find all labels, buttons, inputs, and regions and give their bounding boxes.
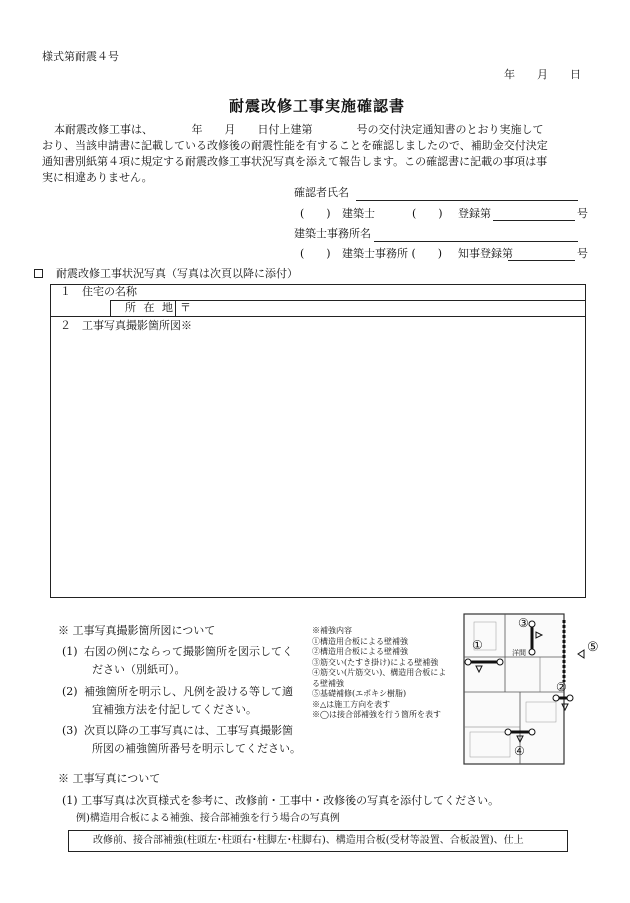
gov-reg-suffix: 号 [577,247,588,260]
legend-item-3: ③筋交い(たすき掛け)による壁補強 [312,657,439,667]
location-divider-left [110,300,111,316]
legend-item-2: ②構造用合板による壁補強 [312,647,408,656]
form-number: 様式第耐震４号 [42,50,119,63]
row1-label: １ 住宅の名称 [60,285,137,298]
row-divider-2 [50,316,586,317]
document-title: 耐震改修工事実施確認書 [229,97,406,115]
office-type: 建築士事務所 ( ) [342,247,443,260]
notes-heading: ※ 工事写真撮影箇所図について [58,624,216,637]
gov-reg-line[interactable] [508,260,575,261]
body-line-4: 実に相違ありません。 [42,171,153,184]
location-divider-right [175,300,176,316]
office-prefix: ( ) [300,247,331,260]
legend-heading: ※補強内容 [312,626,352,635]
plan-label-2: ② [556,680,567,694]
note-1-num: (1) [62,645,78,658]
floor-plan-example [460,612,588,767]
note-2-num: (2) [62,685,78,698]
example-title: 例)構造用合板による補強、接合部補強を行う場合の写真例 [76,813,340,824]
plan-label-1: ① [472,638,483,652]
photos-note-item: (1) 工事写真は次頁様式を参考に、改修前・工事中・改修後の写真を添付してください。 [62,794,500,807]
photo-section-checkbox[interactable] [34,269,43,278]
photos-note-heading: ※ 工事写真について [58,772,161,785]
reg-number-line[interactable] [493,220,575,221]
reg-suffix: 号 [577,207,588,220]
photo-section-heading: 耐震改修工事状況写真（写真は次頁以降に添付） [56,267,298,280]
body-line-1: 本耐震改修工事は、 年 月 日付上建第 号の交付決定通知書のとおり実施して [54,123,544,136]
plan-label-3: ③ [518,616,529,630]
arch-label: 建築士 [342,207,375,220]
example-text: 改修前、接合部補強(柱頭左･柱頭右･柱脚左･柱脚右)、構造用合板(受材等設置、合板設置)、仕上 [93,835,524,846]
plan-label-5: ⑤ [587,640,599,655]
row2-label: ２ 工事写真撮影箇所図※ [60,319,192,332]
body-paragraph [42,122,590,186]
example-box [68,830,568,852]
body-line-2: おり、当該申請書に記載している改修後の耐震性能を有することを確認しましたので、補助金交付決定 [42,139,548,152]
note-2-text2: 宜補強方法を付記してください。 [92,703,257,716]
arch-prefix: ( ) [300,207,331,220]
legend-item-7: ※◯は接合部補強を行う箇所を表す [312,710,441,719]
legend-item-1: ①構造用合板による壁補強 [312,636,408,646]
reg-paren: ( ) [412,207,443,220]
legend-item-4: ④筋交い(片筋交い)、構造用合板による壁補強 [312,668,447,688]
reg-label: 登録第 [458,207,491,220]
date-line: 年 月 日 [504,68,581,81]
note-3-text2: 所図の補強箇所番号を明示してください。 [92,742,301,755]
office-name-line[interactable] [374,241,578,242]
plan-room-label: 洋間 [512,649,526,657]
note-1-text2: ださい（別紙可）。 [92,663,186,676]
note-1-text1: 右図の例にならって撮影箇所を図示してく [84,645,293,658]
note-3-num: (3) [62,724,78,737]
confirmer-name-line[interactable] [356,200,578,201]
postal-mark: 〒 [180,301,191,314]
note-3-text1: 次頁以降の工事写真には、工事写真撮影箇 [84,724,293,737]
legend [312,626,452,721]
confirmer-name-label: 確認者氏名 [294,186,349,199]
note-2-text1: 補強箇所を明示し、凡例を設ける等して適 [84,685,293,698]
legend-item-6: ※△は施工方向を表す [312,699,391,709]
body-line-3: 通知書別紙第４項に規定する耐震改修工事状況写真を添えて報告します。この確認書に記載の事項は事 [42,155,548,168]
gov-reg-label: 知事登録第 [458,247,513,260]
location-label: 所 在 地 [125,301,175,314]
plan-label-4: ④ [514,744,525,758]
legend-item-5: ⑤基礎補修(エポキシ樹脂) [312,689,407,698]
office-label: 建築士事務所名 [294,227,371,240]
